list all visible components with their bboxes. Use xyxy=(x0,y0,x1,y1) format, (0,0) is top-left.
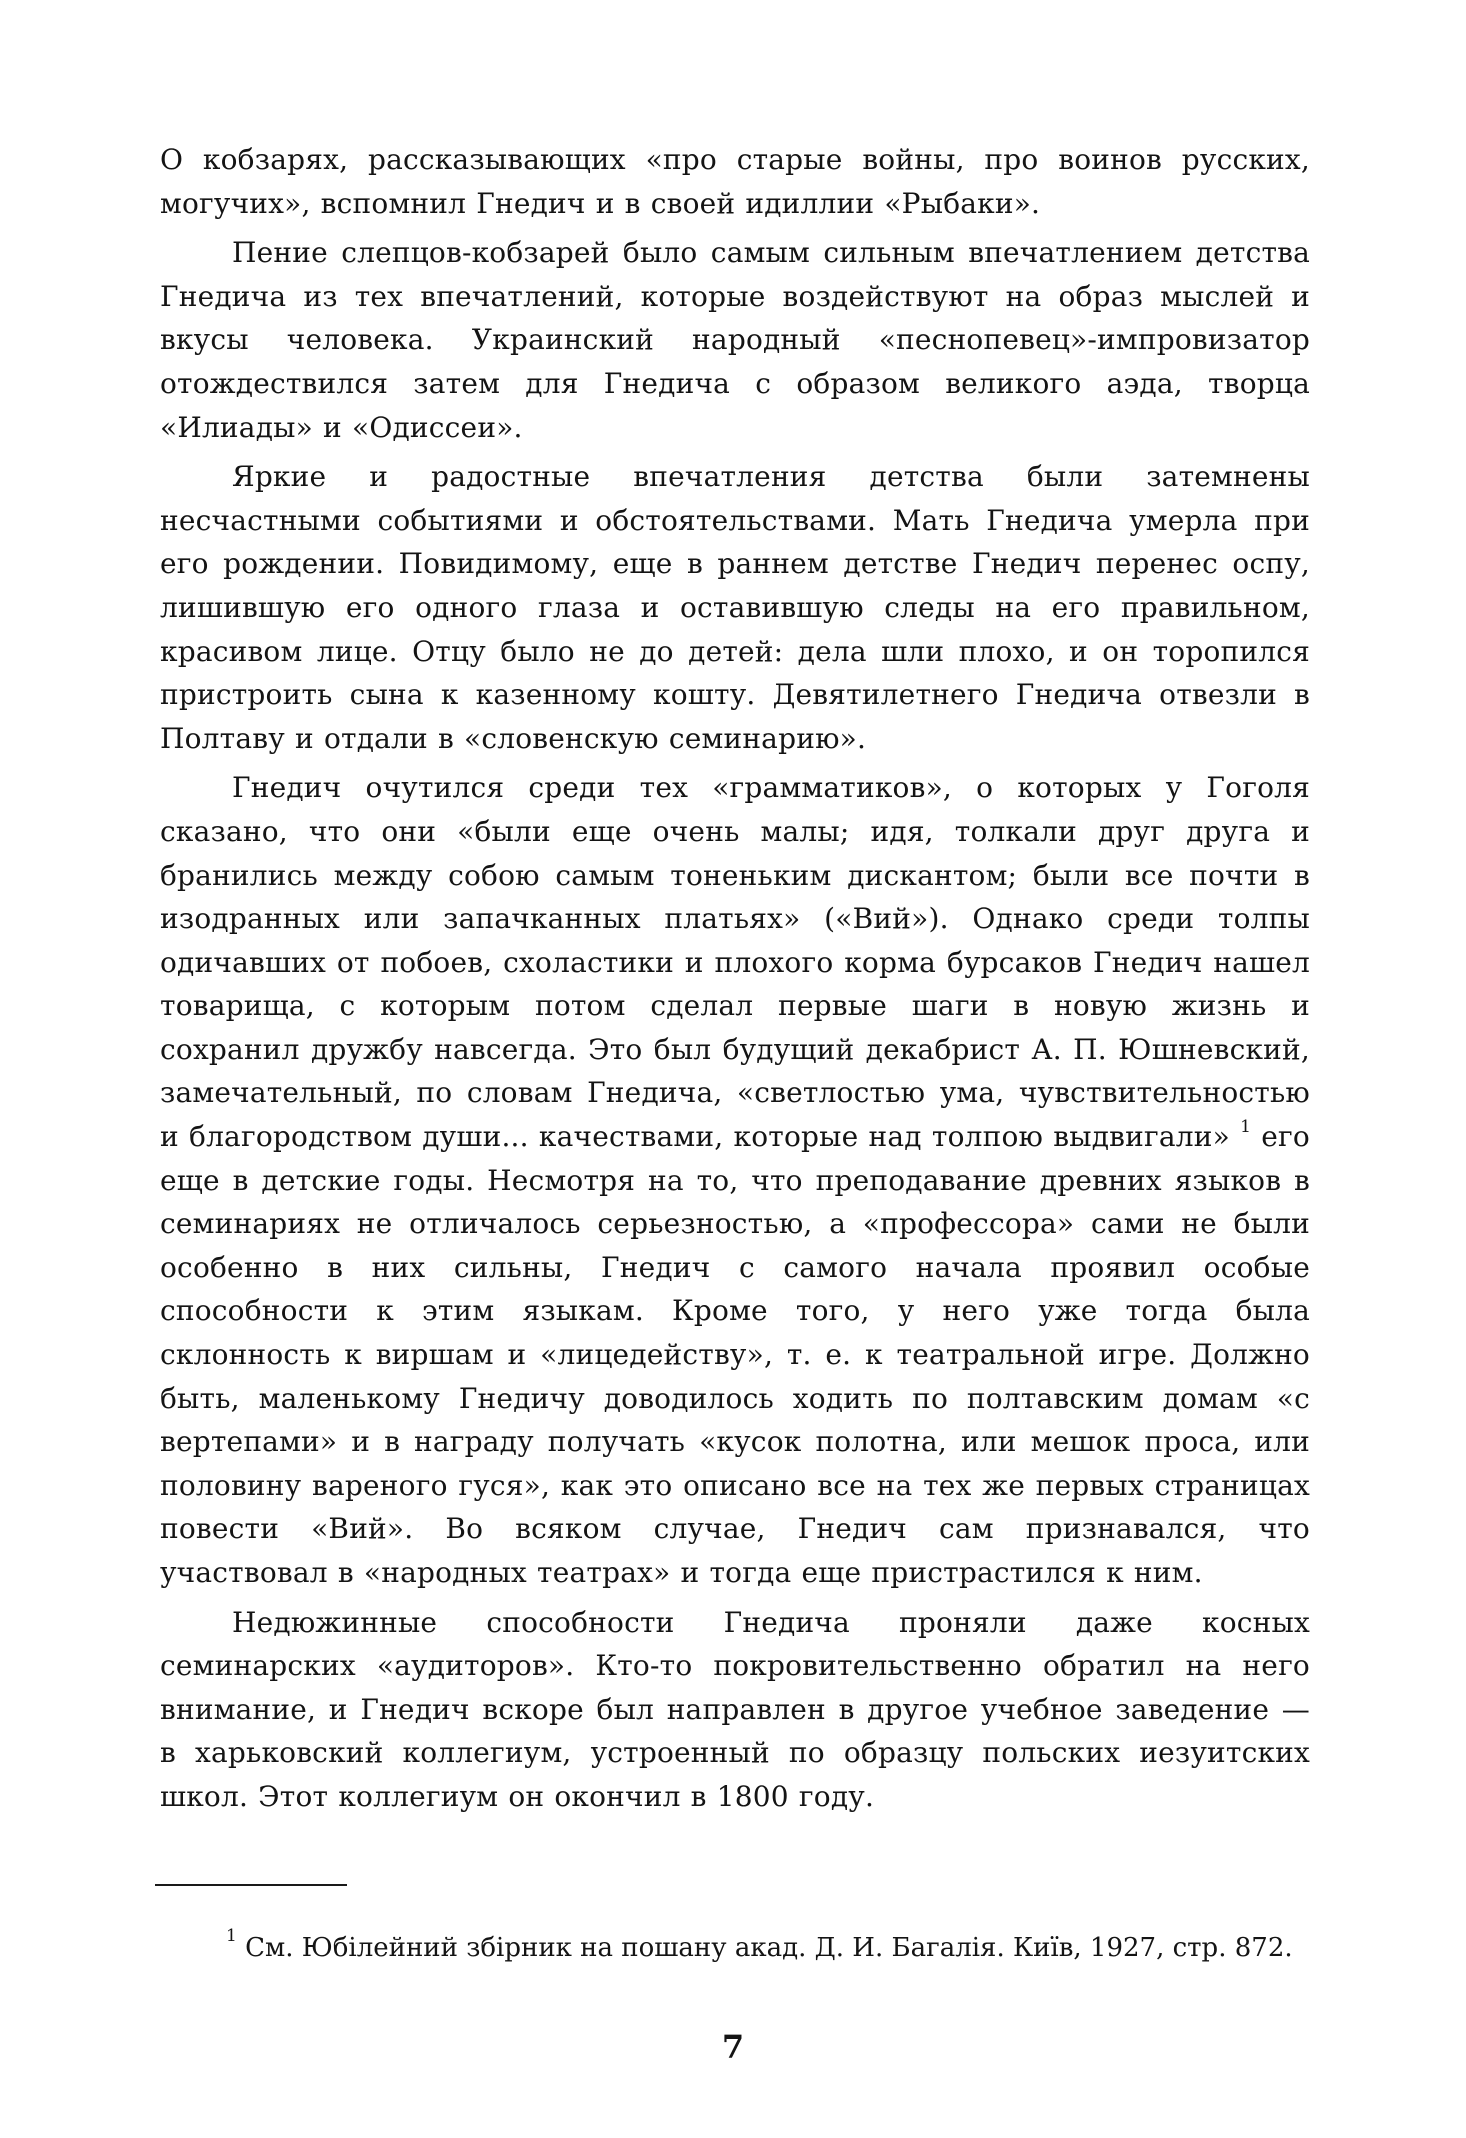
footnote-marker: 1 xyxy=(226,1926,237,1947)
paragraph-5: Недюжинные способности Гнедича проняли даже косных семинарских «аудиторов». Кто-то покровительственно обратил на него внимание, и Гнедич вскоре был направлен в другое учебное заведение — в харьковский коллегиум, устроенный по образцу польских иезуитских школ. Этот коллегиум он окончил в 1800 году. xyxy=(160,1605,1310,1813)
paragraph-4-text-a: Гнедич очутился среди тех «грамматиков», о которых у Гоголя сказано, что они «были еще очень малы; идя, толкали друг друга и бранились между собою самым тоненьким дискантом; были все почти в изодранных или запачканных платьях» («Вий»). Однако среди толпы одичавших от побоев, схоластики и плохого корма бурсаков Гнедич нашел товарища, с которым потом сделал первые шаги в новую жизнь и сохранил дружбу навсегда. Это был будущий декабрист А. П. Юшневский, замечательный, по словам Гнедича, «светлостью ума, чувствительностью и благородством души... качествами, которые над толпою выдвигали» xyxy=(160,771,1310,1154)
footnote-text: См. Юбілейний збірник на пошану акад. Д. И. Багалія. Київ, 1927, стр. 872. xyxy=(245,1933,1293,1963)
page-number: 7 xyxy=(721,2028,745,2066)
paragraph-1 xyxy=(160,138,1310,225)
footnote xyxy=(160,1928,1310,1968)
paragraph-4 xyxy=(160,766,1310,1594)
paragraph-3: Яркие и радостные впечатления детства были затемнены несчастными событиями и обстоятельствами. Мать Гнедича умерла при его рождении. Повидимому, еще в раннем детстве Гнедич перенес оспу, лишившую его одного глаза и оставившую следы на его правильном, красивом лице. Отцу было не до детей: дела шли плохо, и он торопился пристроить сына к казенному кошту. Девятилетнего Гнедича отвезли в Полтаву и отдали в «словенскую семинарию». xyxy=(160,460,1310,755)
footnote-separator xyxy=(155,1884,347,1886)
paragraph-4-text-b: его еще в детские годы. Несмотря на то, что преподавание древних языков в семинариях не отличалось серьезностью, а «профессора» сами не были особенно в них сильны, Гнедич с самого начала проявил особые способности к этим языкам. Кроме того, у него уже тогда была склонность к виршам и «лицедейству», т. е. к театральной игре. Должно быть, маленькому Гнедичу доводилось ходить по полтавским домам «с вертепами» и в награду получать «кусок полотна, или мешок проса, или половину вареного гуся», как это описано все на тех же первых страницах повести «Вий». Во всяком случае, Гнедич сам признавался, что участвовал в «народных театрах» и тогда еще пристрастился к ним. xyxy=(160,1120,1310,1589)
page-body xyxy=(160,138,1310,1825)
paragraph-2: Пение слепцов-кобзарей было самым сильным впечатлением детства Гнедича из тех впечатлений, которые воздействуют на образ мыслей и вкусы человека. Украинский народный «песнопевец»-импровизатор отождествился затем для Гнедича с образом великого аэда, творца «Илиады» и «Одиссеи». xyxy=(160,236,1310,444)
paragraph-1-text: О кобзарях, рассказывающих «про старые войны, про воинов русских, могучих», вспомнил Гнедич и в своей идиллии «Рыбаки». xyxy=(160,143,1310,220)
footnote-reference: 1 xyxy=(1240,1116,1252,1137)
